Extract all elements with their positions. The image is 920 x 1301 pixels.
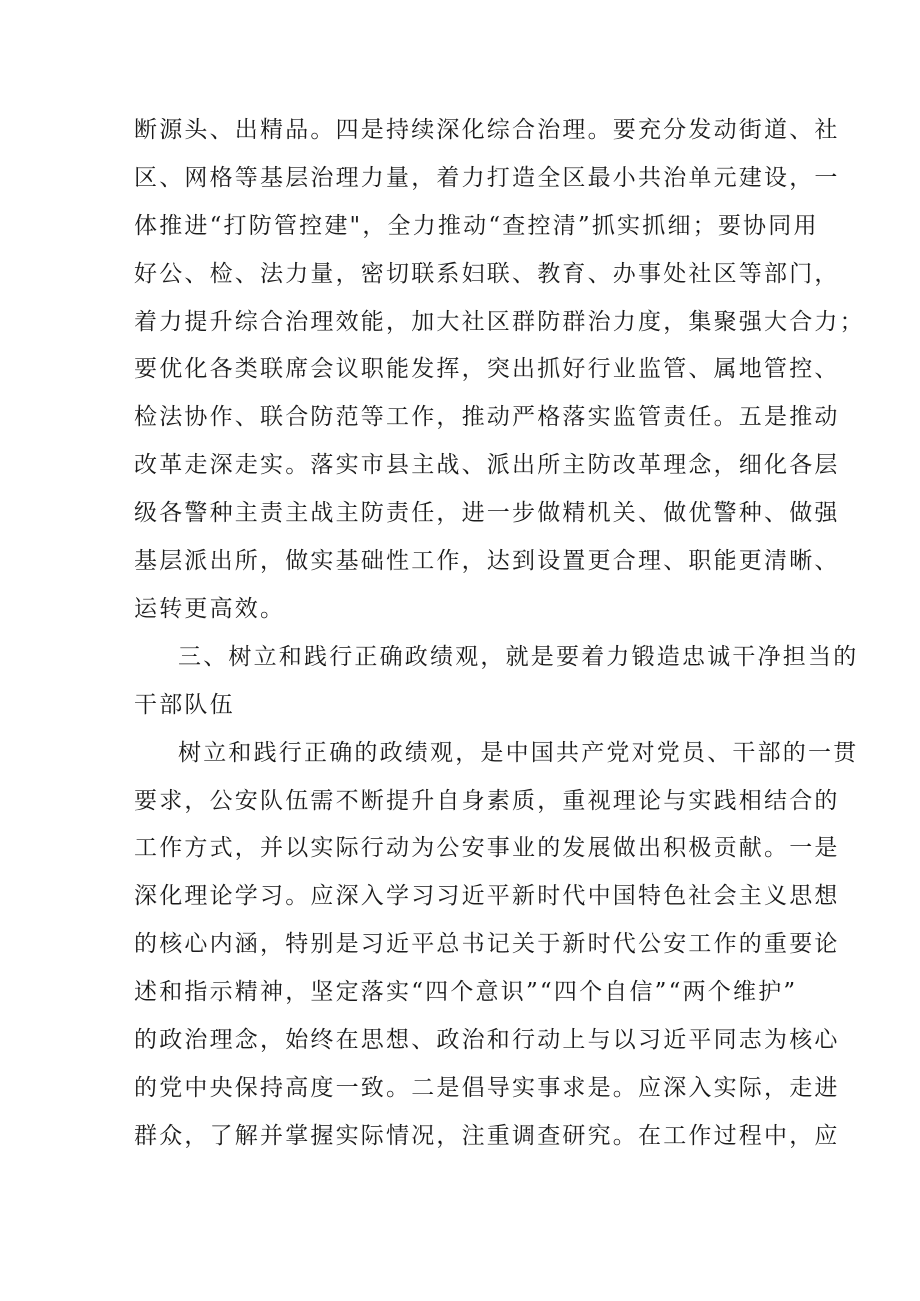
text-line: 工作方式，并以实际行动为公安事业的发展做出积极贡献。一是 — [134, 835, 840, 861]
text-line: 要优化各类联席会议职能发挥，突出抓好行业监管、属地管控、 — [134, 356, 840, 382]
text-line: 的政治理念，始终在思想、政治和行动上与以习近平同志为核心 — [134, 1027, 840, 1053]
text-line: 基层派出所，做实基础性工作，达到设置更合理、职能更清晰、 — [134, 548, 840, 574]
text-line: 着力提升综合治理效能，加大社区群防群治力度，集聚强大合力； — [134, 309, 865, 335]
text-line: 运转更高效。 — [134, 596, 286, 622]
text-line: 检法协作、联合防范等工作，推动严格落实监管责任。五是推动 — [134, 404, 840, 430]
text-line: 要求，公安队伍需不断提升自身素质，重视理论与实践相结合的 — [134, 788, 840, 814]
text-line: 断源头、出精品。四是持续深化综合治理。要充分发动街道、社 — [134, 117, 840, 143]
text-line: 深化理论学习。应深入学习习近平新时代中国特色社会主义思想 — [134, 883, 840, 909]
text-line: 的党中央保持高度一致。二是倡导实事求是。应深入实际，走进 — [134, 1075, 840, 1101]
text-line: 级各警种主责主战主防责任，进一步做精机关、做优警种、做强 — [134, 500, 840, 526]
text-line: 改革走深走实。落实市县主战、派出所主防改革理念，细化各层 — [134, 452, 840, 478]
section-heading: 三、树立和践行正确政绩观，就是要着力锻造忠诚干净担当的 — [178, 644, 859, 670]
text-line: 的核心内涵，特别是习近平总书记关于新时代公安工作的重要论 — [134, 931, 840, 957]
section-heading-continuation: 干部队伍 — [134, 692, 235, 718]
text-line: 述和指示精神，坚定落实“四个意识”“四个自信”“两个维护” — [134, 979, 798, 1005]
text-line: 群众，了解并掌握实际情况，注重调查研究。在工作过程中，应 — [134, 1123, 840, 1149]
text-line: 好公、检、法力量，密切联系妇联、教育、办事处社区等部门， — [134, 261, 840, 287]
text-line: 区、网格等基层治理力量，着力打造全区最小共治单元建设，一 — [134, 165, 840, 191]
text-line: 体推进“打防管控建"，全力推动“查控清”抓实抓细；要协同用 — [134, 213, 819, 239]
paragraph-first-line: 树立和践行正确的政绩观，是中国共产党对党员、干部的一贯 — [178, 740, 859, 766]
